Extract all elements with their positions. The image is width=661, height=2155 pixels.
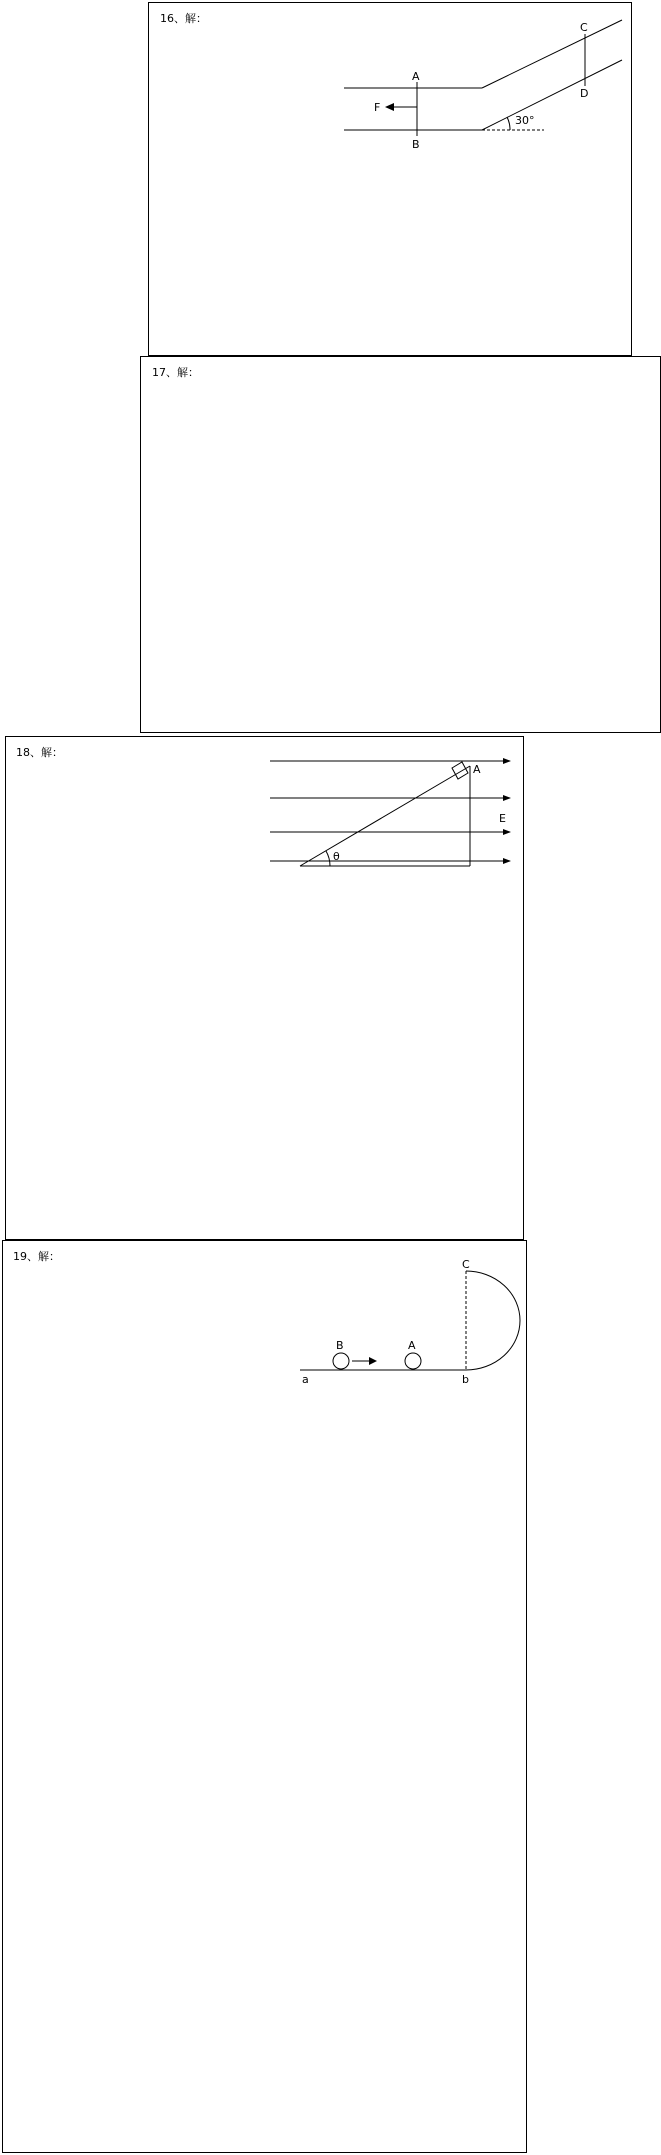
label-d-16: D <box>580 87 589 100</box>
label-angle-16: 30° <box>515 114 535 127</box>
question-title-19: 19、解： <box>13 1250 60 1263</box>
label-f-16: F <box>374 101 381 114</box>
label-point-b-19: b <box>462 1373 469 1386</box>
question-title-16: 16、解： <box>160 12 207 25</box>
question-title-17: 17、解： <box>152 366 199 379</box>
label-ball-a-19: A <box>408 1339 416 1352</box>
ball-a <box>405 1353 421 1369</box>
label-b-16: B <box>412 138 420 151</box>
ball-b <box>333 1353 349 1369</box>
label-ball-b-19: B <box>336 1339 344 1352</box>
label-e-18: E <box>499 812 506 825</box>
label-c-19: C <box>462 1258 470 1271</box>
label-a-18: A <box>473 763 481 776</box>
label-point-a-19: a <box>302 1373 309 1386</box>
velocity-arrow-head <box>369 1357 377 1365</box>
question-title-18: 18、解： <box>16 746 63 759</box>
label-c-16: C <box>580 21 588 34</box>
label-a-16: A <box>412 70 420 83</box>
label-theta-18: θ <box>333 850 340 863</box>
semicircle-track <box>466 1271 520 1370</box>
